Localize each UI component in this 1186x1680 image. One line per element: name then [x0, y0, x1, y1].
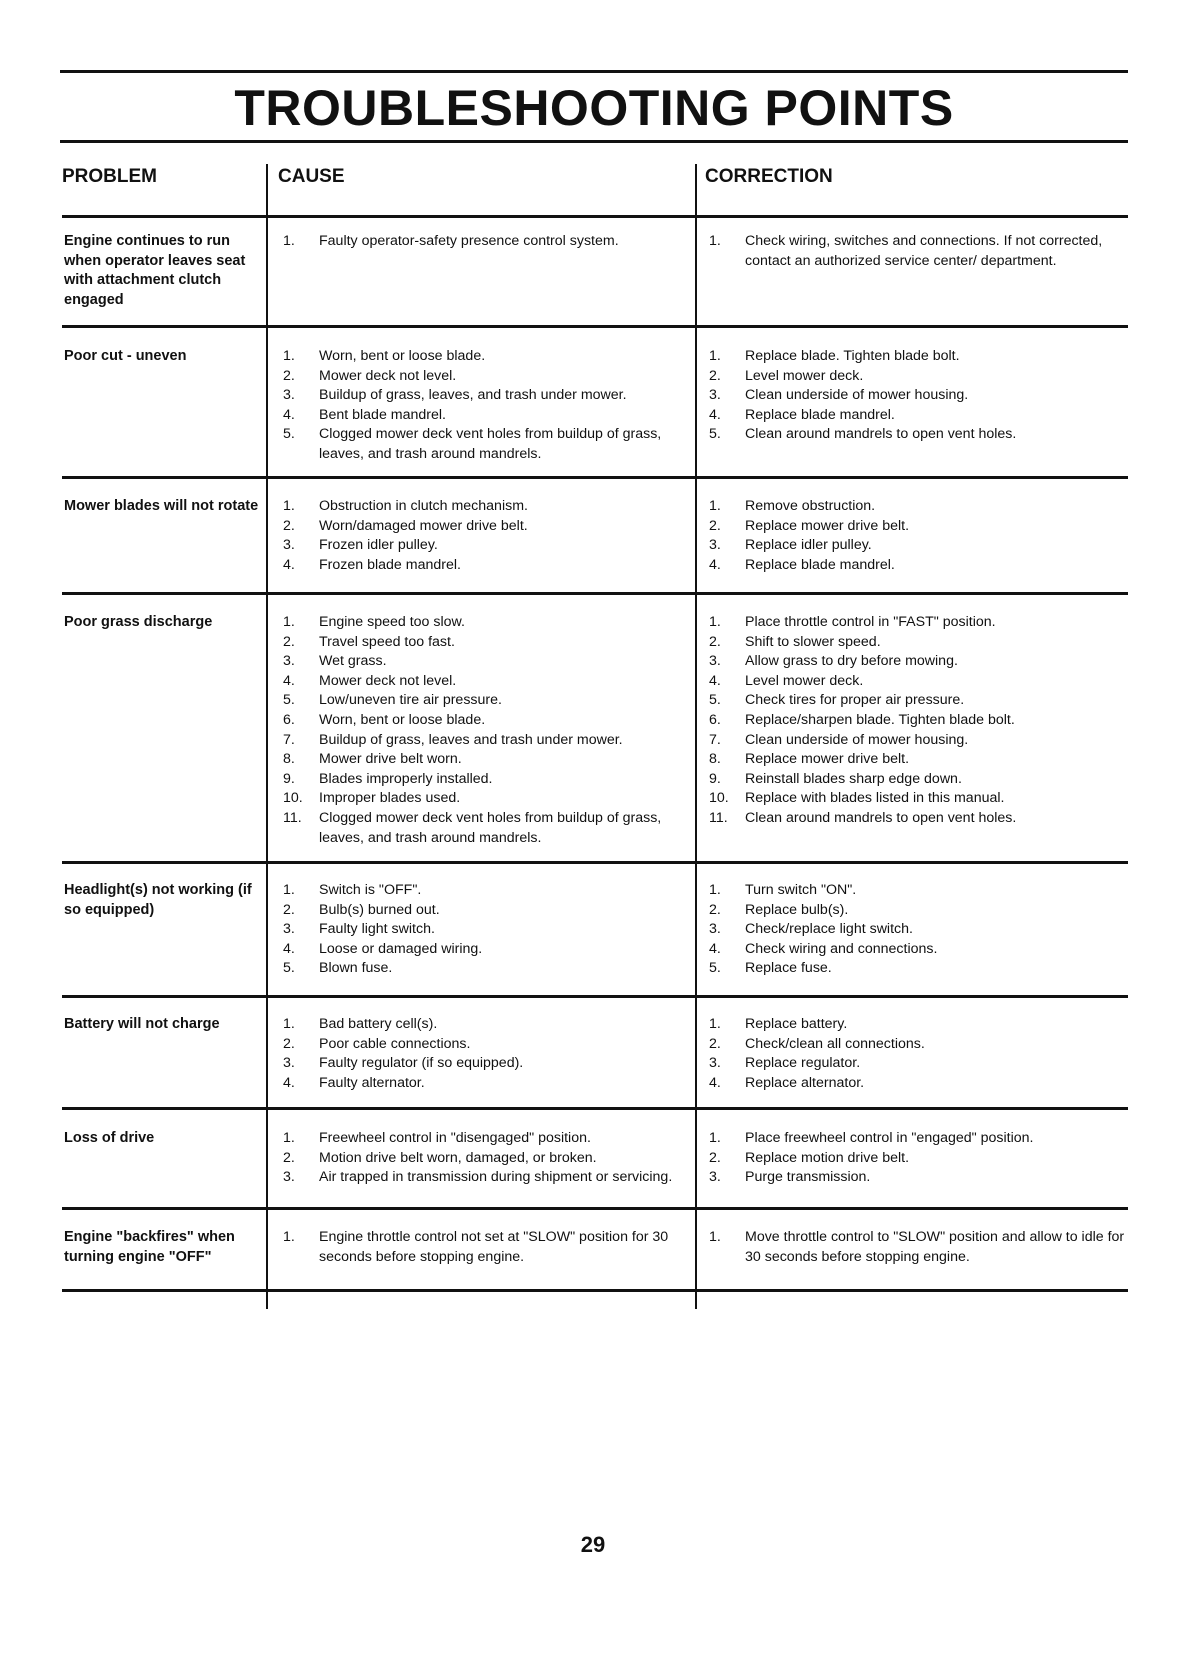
item-text: Replace with blades listed in this manual.: [745, 790, 1005, 807]
item-number: 1.: [283, 348, 295, 364]
item-number: 5.: [709, 692, 721, 709]
correction-item: [709, 1035, 1129, 1055]
cause-item: [283, 367, 678, 387]
item-text: Remove obstruction.: [745, 498, 876, 514]
problem-text: Poor cut - uneven: [64, 348, 187, 364]
item-number: 2.: [283, 367, 295, 384]
correction-item: [709, 1129, 1129, 1149]
item-text: Move throttle control to "SLOW" position and allow to idle for 30 seconds before stopping engine.: [745, 1229, 1125, 1265]
item-text: Clean underside of mower housing.: [745, 731, 969, 748]
cause-item: [283, 691, 678, 711]
page-title: TROUBLESHOOTING POINTS: [234, 80, 954, 136]
row-separator: [62, 1107, 1128, 1110]
cause-item: [283, 959, 678, 979]
correction-item: [709, 789, 1129, 809]
item-number: 8.: [709, 751, 721, 768]
item-text: Bulb(s) burned out.: [319, 901, 440, 918]
item-number: 3.: [283, 537, 295, 554]
item-text: Replace mower drive belt.: [745, 517, 910, 534]
correction-item: [709, 711, 1129, 731]
row-separator: [62, 325, 1128, 328]
correction-item: [709, 406, 1129, 426]
correction-list: [709, 613, 1129, 829]
item-text: Shift to slower speed.: [745, 633, 881, 650]
item-text: Place freewheel control in "engaged" position.: [745, 1130, 1034, 1146]
item-number: 4.: [709, 940, 721, 957]
item-text: Faulty regulator (if so equipped).: [319, 1055, 524, 1072]
cause-item: [283, 672, 678, 692]
cause-list: [283, 613, 678, 848]
item-number: 1.: [709, 882, 721, 898]
problem-text: Loss of drive: [64, 1130, 155, 1146]
correction-item: [709, 497, 1129, 517]
cause-item: [283, 1129, 678, 1149]
item-text: Engine speed too slow.: [319, 614, 465, 630]
item-number: 1.: [283, 498, 295, 514]
item-text: Wet grass.: [319, 653, 387, 670]
item-text: Replace blade. Tighten blade bolt.: [745, 348, 960, 364]
item-number: 5.: [283, 960, 295, 977]
item-number: 4.: [709, 672, 721, 689]
item-number: 11.: [709, 809, 728, 826]
item-text: Motion drive belt worn, damaged, or broken.: [319, 1149, 597, 1166]
item-number: 5.: [283, 426, 295, 443]
item-number: 8.: [283, 751, 295, 768]
column-divider-left: [266, 164, 268, 1309]
title-rule: [60, 140, 1128, 143]
correction-item: [709, 232, 1129, 271]
cause-item: [283, 1035, 678, 1055]
item-text: Faulty alternator.: [319, 1074, 425, 1091]
item-number: 1.: [283, 1016, 295, 1032]
item-number: 2.: [709, 1149, 721, 1166]
cause-list: [283, 1228, 678, 1267]
item-number: 2.: [709, 517, 721, 534]
item-number: 4.: [283, 406, 295, 423]
correction-list: [709, 881, 1129, 979]
item-text: Clogged mower deck vent holes from buildup of grass, leaves, and trash around mandrels.: [319, 426, 662, 462]
correction-item: [709, 633, 1129, 653]
item-number: 6.: [283, 711, 295, 728]
cause-item: [283, 920, 678, 940]
correction-list: [709, 347, 1129, 445]
item-text: Replace mower drive belt.: [745, 751, 910, 768]
item-text: Place throttle control in "FAST" position.: [745, 614, 996, 630]
item-number: 3.: [283, 387, 295, 404]
item-number: 4.: [283, 940, 295, 957]
item-number: 4.: [283, 672, 295, 689]
correction-item: [709, 731, 1129, 751]
item-text: Allow grass to dry before mowing.: [745, 653, 958, 670]
item-number: 1.: [283, 1229, 295, 1245]
correction-item: [709, 881, 1129, 901]
item-text: Clean around mandrels to open vent holes.: [745, 426, 1017, 443]
item-text: Freewheel control in "disengaged" position.: [319, 1130, 591, 1146]
item-number: 7.: [709, 731, 721, 748]
item-text: Clean around mandrels to open vent holes.: [745, 809, 1017, 826]
item-number: 2.: [709, 633, 721, 650]
cause-item: [283, 536, 678, 556]
cause-item: [283, 731, 678, 751]
correction-item: [709, 691, 1129, 711]
item-text: Mower deck not level.: [319, 367, 457, 384]
item-number: 1.: [709, 614, 721, 630]
correction-item: [709, 959, 1129, 979]
item-text: Check/replace light switch.: [745, 921, 913, 938]
correction-item: [709, 920, 1129, 940]
problem-text: Engine continues to run when operator leaves seat with attachment clutch engaged: [64, 233, 246, 308]
cause-item: [283, 1015, 678, 1035]
correction-item: [709, 770, 1129, 790]
correction-item: [709, 1168, 1129, 1188]
item-text: Low/uneven tire air pressure.: [319, 692, 502, 709]
item-text: Reinstall blades sharp edge down.: [745, 770, 962, 787]
item-number: 4.: [283, 1074, 295, 1091]
item-text: Poor cable connections.: [319, 1035, 471, 1052]
item-text: Level mower deck.: [745, 672, 864, 689]
item-number: 1.: [709, 348, 721, 364]
item-number: 6.: [709, 711, 721, 728]
item-text: Replace bulb(s).: [745, 901, 849, 918]
column-divider-right: [695, 164, 697, 1309]
item-number: 10.: [709, 790, 729, 807]
item-number: 2.: [283, 901, 295, 918]
item-text: Mower deck not level.: [319, 672, 457, 689]
item-text: Clean underside of mower housing.: [745, 387, 969, 404]
item-number: 3.: [709, 921, 721, 938]
item-text: Check wiring and connections.: [745, 940, 938, 957]
row-separator: [62, 215, 1128, 218]
item-text: Check tires for proper air pressure.: [745, 692, 965, 709]
cause-item: [283, 901, 678, 921]
cause-item: [283, 232, 678, 252]
problem-text: Battery will not charge: [64, 1016, 220, 1032]
cause-item: [283, 406, 678, 426]
item-number: 5.: [283, 692, 295, 709]
cause-item: [283, 425, 678, 464]
correction-item: [709, 556, 1129, 576]
row-separator: [62, 592, 1128, 595]
item-text: Engine throttle control not set at "SLOW" position for 30 seconds before stopping engine.: [319, 1229, 669, 1265]
item-text: Worn/damaged mower drive belt.: [319, 517, 528, 534]
item-number: 9.: [283, 770, 295, 787]
item-number: 10.: [283, 790, 303, 807]
item-number: 1.: [709, 1229, 721, 1245]
item-number: 1.: [709, 233, 721, 249]
item-number: 2.: [709, 367, 721, 384]
item-number: 1.: [283, 1130, 295, 1146]
cause-item: [283, 809, 678, 848]
correction-list: [709, 232, 1129, 271]
cause-item: [283, 1149, 678, 1169]
correction-item: [709, 367, 1129, 387]
correction-item: [709, 652, 1129, 672]
correction-list: [709, 1228, 1129, 1267]
item-text: Replace idler pulley.: [745, 537, 872, 554]
top-rule: [60, 70, 1128, 73]
item-text: Air trapped in transmission during shipment or servicing.: [319, 1169, 673, 1186]
cause-item: [283, 881, 678, 901]
item-text: Worn, bent or loose blade.: [319, 711, 486, 728]
item-text: Worn, bent or loose blade.: [319, 348, 486, 364]
correction-item: [709, 386, 1129, 406]
item-number: 1.: [709, 498, 721, 514]
item-number: 1.: [283, 233, 295, 249]
row-separator: [62, 1289, 1128, 1292]
item-text: Switch is "OFF".: [319, 882, 422, 898]
correction-item: [709, 1149, 1129, 1169]
item-number: 3.: [283, 653, 295, 670]
item-number: 11.: [283, 809, 302, 826]
item-text: Purge transmission.: [745, 1169, 871, 1186]
item-number: 2.: [283, 517, 295, 534]
correction-item: [709, 940, 1129, 960]
item-text: Clogged mower deck vent holes from buildup of grass, leaves, and trash around mandrels.: [319, 809, 662, 846]
row-separator: [62, 1207, 1128, 1210]
correction-item: [709, 1228, 1129, 1267]
header-cause: CAUSE: [278, 166, 345, 187]
row-separator: [62, 861, 1128, 864]
cause-item: [283, 750, 678, 770]
item-number: 1.: [283, 882, 295, 898]
problem-text: Mower blades will not rotate: [64, 498, 259, 514]
header-problem: PROBLEM: [62, 166, 157, 187]
item-number: 3.: [283, 1169, 295, 1186]
header-correction: CORRECTION: [705, 166, 833, 187]
correction-list: [709, 497, 1129, 575]
item-text: Bad battery cell(s).: [319, 1016, 438, 1032]
item-number: 7.: [283, 731, 295, 748]
cause-item: [283, 556, 678, 576]
cause-item: [283, 1168, 678, 1188]
item-text: Check/clean all connections.: [745, 1035, 925, 1052]
item-text: Level mower deck.: [745, 367, 864, 384]
item-number: 4.: [709, 556, 721, 573]
item-text: Travel speed too fast.: [319, 633, 455, 650]
item-number: 4.: [709, 1074, 721, 1091]
correction-list: [709, 1129, 1129, 1188]
correction-item: [709, 750, 1129, 770]
problem-text: Headlight(s) not working (if so equipped): [64, 882, 252, 918]
cause-item: [283, 940, 678, 960]
item-text: Replace motion drive belt.: [745, 1149, 910, 1166]
cause-item: [283, 633, 678, 653]
cause-list: [283, 497, 678, 575]
item-text: Replace blade mandrel.: [745, 556, 895, 573]
item-number: 3.: [709, 1055, 721, 1072]
item-text: Replace blade mandrel.: [745, 406, 895, 423]
item-text: Replace alternator.: [745, 1074, 865, 1091]
item-number: 3.: [283, 921, 295, 938]
correction-item: [709, 1054, 1129, 1074]
item-number: 2.: [709, 901, 721, 918]
item-text: Replace battery.: [745, 1016, 848, 1032]
page-number: 29: [580, 1532, 606, 1557]
correction-item: [709, 1074, 1129, 1094]
item-text: Mower drive belt worn.: [319, 751, 462, 768]
item-text: Replace/sharpen blade. Tighten blade bolt.: [745, 711, 1015, 728]
item-text: Frozen blade mandrel.: [319, 556, 461, 573]
cause-item: [283, 1054, 678, 1074]
cause-list: [283, 232, 678, 252]
correction-item: [709, 613, 1129, 633]
row-separator: [62, 476, 1128, 479]
item-number: 9.: [709, 770, 721, 787]
correction-list: [709, 1015, 1129, 1093]
item-number: 2.: [709, 1035, 721, 1052]
cause-item: [283, 770, 678, 790]
cause-item: [283, 347, 678, 367]
cause-item: [283, 652, 678, 672]
item-number: 3.: [709, 1169, 721, 1186]
item-number: 1.: [709, 1016, 721, 1032]
item-number: 3.: [709, 387, 721, 404]
cause-item: [283, 497, 678, 517]
item-text: Faulty operator-safety presence control system.: [319, 233, 619, 249]
item-text: Loose or damaged wiring.: [319, 940, 483, 957]
row-separator: [62, 995, 1128, 998]
item-number: 5.: [709, 960, 721, 977]
correction-item: [709, 425, 1129, 445]
item-number: 1.: [283, 614, 295, 630]
correction-item: [709, 347, 1129, 367]
cause-item: [283, 789, 678, 809]
item-text: Turn switch "ON".: [745, 882, 857, 898]
item-number: 3.: [709, 653, 721, 670]
cause-item: [283, 613, 678, 633]
correction-item: [709, 901, 1129, 921]
correction-item: [709, 672, 1129, 692]
item-text: Obstruction in clutch mechanism.: [319, 498, 528, 514]
cause-list: [283, 881, 678, 979]
item-text: Buildup of grass, leaves and trash under mower.: [319, 731, 623, 748]
correction-item: [709, 517, 1129, 537]
correction-item: [709, 536, 1129, 556]
cause-item: [283, 517, 678, 537]
item-number: 4.: [709, 406, 721, 423]
item-text: Faulty light switch.: [319, 921, 435, 938]
item-number: 5.: [709, 426, 721, 443]
item-text: Frozen idler pulley.: [319, 537, 438, 554]
cause-list: [283, 347, 678, 465]
item-number: 2.: [283, 1149, 295, 1166]
problem-text: Engine "backfires" when turning engine "OFF": [64, 1229, 235, 1265]
cause-item: [283, 386, 678, 406]
item-text: Replace regulator.: [745, 1055, 861, 1072]
item-number: 2.: [283, 633, 295, 650]
cause-item: [283, 711, 678, 731]
item-text: Blades improperly installed.: [319, 770, 493, 787]
correction-item: [709, 1015, 1129, 1035]
cause-item: [283, 1074, 678, 1094]
item-text: Bent blade mandrel.: [319, 406, 446, 423]
item-text: Improper blades used.: [319, 790, 461, 807]
item-text: Check wiring, switches and connections. If not corrected, contact an authorized service center/ department.: [745, 233, 1103, 269]
correction-item: [709, 809, 1129, 829]
item-number: 4.: [283, 556, 295, 573]
item-text: Replace fuse.: [745, 960, 832, 977]
cause-item: [283, 1228, 678, 1267]
item-text: Blown fuse.: [319, 960, 393, 977]
item-number: 3.: [283, 1055, 295, 1072]
item-number: 3.: [709, 537, 721, 554]
cause-list: [283, 1015, 678, 1093]
cause-list: [283, 1129, 678, 1188]
problem-text: Poor grass discharge: [64, 614, 213, 630]
item-number: 1.: [709, 1130, 721, 1146]
item-number: 2.: [283, 1035, 295, 1052]
item-text: Buildup of grass, leaves, and trash under mower.: [319, 387, 627, 404]
